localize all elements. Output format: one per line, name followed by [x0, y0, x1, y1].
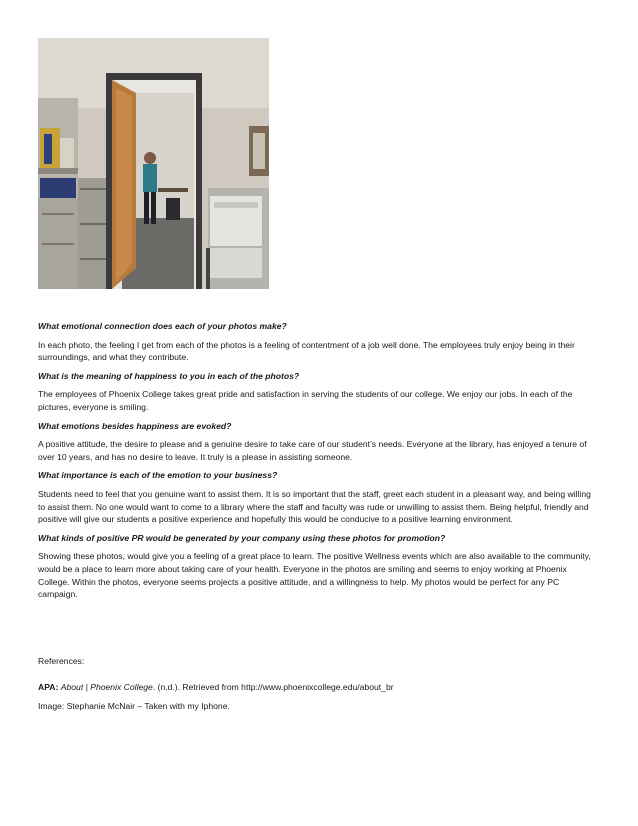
- answer-paragraph: A positive attitude, the desire to please and a genuine desire to take care of our student’s needs. Everyone at the library, has enjoyed a tenure of over 10 years, and has no desire to leave. It truly is a please in assisting someone.: [38, 439, 587, 462]
- question-heading: What emotions besides happiness are evoked?: [38, 420, 232, 431]
- apa-reference: [38, 681, 600, 694]
- answer-paragraph: The employees of Phoenix College takes great pride and satisfaction in serving the students of our college. We enjoy our jobs. In each of the pictures, everyone is smiling.: [38, 389, 573, 412]
- answer-paragraph: Students need to feel that you genuine want to assist them. It is so important that the staff, greet each student in a pleasant way, and being willing to assist them. No one would want to come to a library where the staff and faculty was rude or unwilling to assist them. Being helpful, friendly and positive will give our students a positive experience and hopefully this would be conducive to a positive learning environment.: [38, 488, 591, 525]
- answer-paragraph: Showing these photos, would give you a feeling of a great place to learn. The positive Wellness events which are also available to the community, would be a place to learn more about taking care of your health. Everyone in the photos are smiling and seems to enjoy working at Phoenix College. Within the photos, everyone seems projects a positive attitude, and a willingness to help. My photos would be perfect for any PC campaign.: [38, 551, 591, 600]
- answer-paragraph: In each photo, the feeling I get from each of the photos is a feeling of contentment of a job well done. The employees truly enjoy being in their surroundings, and what they contribute.: [38, 339, 575, 363]
- question-heading: What importance is each of the emotion to your business?: [38, 470, 278, 481]
- apa-rest: . (n.d.). Retrieved from http://www.phoenixcollege.edu/about_br: [152, 682, 394, 693]
- apa-label: APA:: [38, 682, 59, 693]
- office-doorway-photo: [38, 38, 269, 289]
- question-heading: What emotional connection does each of your photos make?: [38, 321, 287, 331]
- question-heading: What is the meaning of happiness to you in each of the photos?: [38, 370, 300, 381]
- document-body: [38, 320, 600, 718]
- references-label: References:: [38, 655, 85, 666]
- apa-title: About | Phoenix College: [60, 682, 153, 693]
- question-heading: What kinds of positive PR would be generated by your company using these photos for promotion?: [38, 532, 446, 543]
- image-credit: Image: Stephanie McNair – Taken with my Iphone.: [38, 700, 230, 711]
